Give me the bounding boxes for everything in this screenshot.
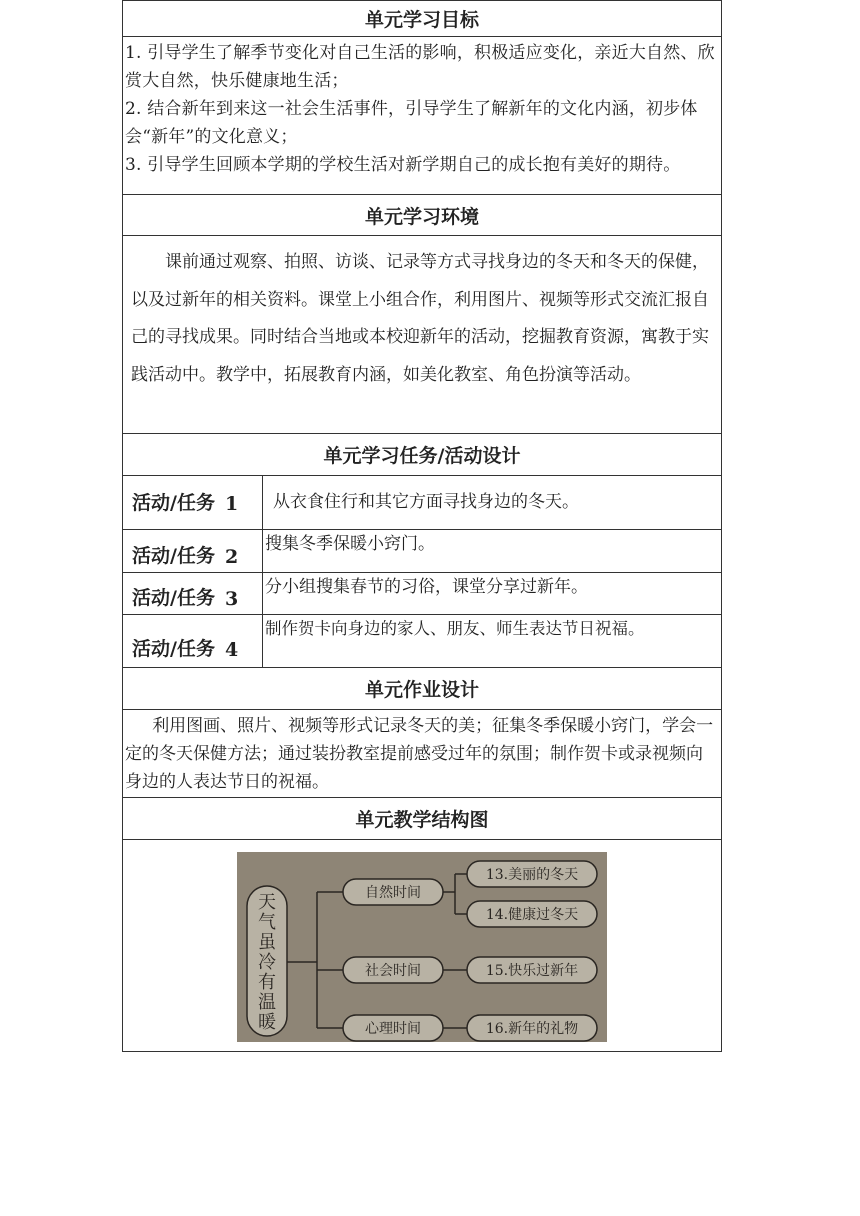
activity-label [123,573,263,614]
activity-text: 分小组搜集春节的习俗，课堂分享过新年。 [265,577,588,597]
leaf-label: 13.美丽的冬天 [485,867,579,883]
activity-text: 制作贺卡向身边的家人、朋友、师生表达节日祝福。 [265,619,645,638]
activity-label [123,615,263,667]
activity-number: 4 [224,639,239,661]
objectives-heading [123,0,721,36]
activity-text: 搜集冬季保暖小窍门。 [265,534,435,554]
root-char: 温 [258,992,276,1013]
homework-heading [123,667,721,709]
root-node-label [258,892,276,1033]
homework-heading-text: 单元作业设计 [364,679,479,701]
root-char: 暖 [258,1012,276,1033]
activity-number: 3 [224,588,239,610]
objective-item: 2. 结合新年到来这一社会生活事件，引导学生了解新年的文化内涵，初步体会“新年”的文化意义； [125,99,698,147]
activities-heading [123,433,721,475]
activity-label-text: 活动/任务 [132,638,215,660]
environment-heading-text: 单元学习环境 [364,205,479,228]
branch-label: 心理时间 [365,1021,421,1037]
structure-heading [123,797,721,839]
activity-row-3 [123,572,721,614]
objective-item: 1. 引导学生了解季节变化对自己生活的影响，积极适应变化，亲近大自然、欣赏大自然，快乐健康地生活； [125,43,715,91]
unit-design-document [122,0,722,1052]
structure-heading-text: 单元教学结构图 [355,809,489,831]
objectives-content [123,36,721,194]
activity-label-text: 活动/任务 [132,492,215,514]
branch-label: 自然时间 [365,885,421,901]
leaf-label: 16.新年的礼物 [485,1021,579,1037]
environment-content: 课前通过观察、拍照、访谈、记录等方式寻找身边的冬天和冬天的保健，以及过新年的相关资料。课堂上小组合作，利用图片、视频等形式交流汇报自己的寻找成果。同时结合当地或本校迎新年的活动，挖掘教育资源，寓教于实践活动中。教学中，拓展教育内涵，如美化教室、角色扮演等活动。 [123,235,721,433]
homework-content: 利用图画、照片、视频等形式记录冬天的美；征集冬季保暖小窍门，学会一定的冬天保健方法；通过装扮教室提前感受过年的氛围；制作贺卡或录视频向身边的人表达节日的祝福。 [123,709,721,797]
activity-label-text: 活动/任务 [132,545,215,567]
structure-diagram [237,852,607,1042]
objective-item: 3. 引导学生回顾本学期的学校生活对新学期自己的成长抱有美好的期待。 [125,155,681,175]
leaf-label: 15.快乐过新年 [485,963,579,979]
activity-label [123,476,263,529]
root-char: 气 [258,912,276,933]
structure-content [123,839,721,1051]
activity-label-text: 活动/任务 [132,587,215,609]
activity-row-4 [123,614,721,667]
activity-label [123,530,263,572]
activity-text: 从衣食住行和其它方面寻找身边的冬天。 [273,492,579,512]
leaf-label: 14.健康过冬天 [485,907,579,923]
structure-diagram-photo [237,852,607,1042]
activity-number: 1 [224,493,239,515]
activity-number: 2 [224,546,239,568]
activity-row-2 [123,529,721,572]
root-char: 天 [258,892,276,913]
root-char: 有 [258,972,276,993]
branch-label: 社会时间 [365,963,421,979]
objectives-heading-text: 单元学习目标 [364,9,479,31]
root-char: 虽 [258,932,276,953]
root-char: 冷 [258,952,276,973]
activities-heading-text: 单元学习任务/活动设计 [323,445,521,467]
activity-row-1 [123,475,721,529]
environment-heading [123,194,721,235]
